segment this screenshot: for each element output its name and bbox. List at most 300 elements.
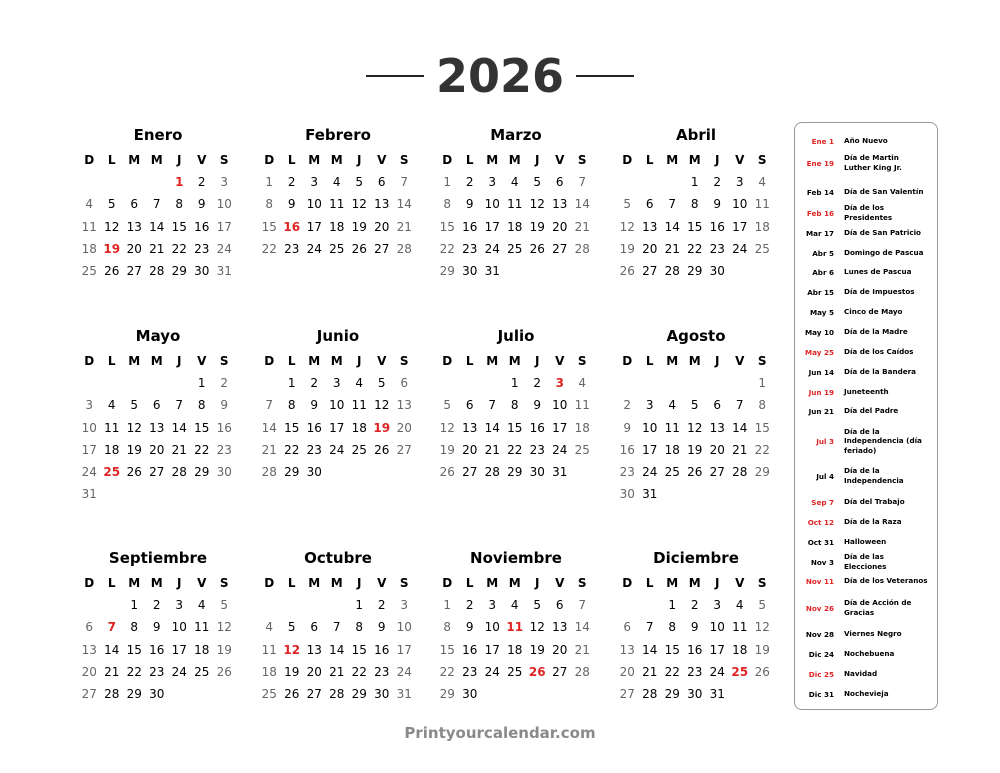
day-cell: 25 [507,241,523,256]
day-cell: 4 [578,376,587,391]
weekday-label: L [465,354,474,368]
day-cell: 5 [355,175,364,190]
day-cell: 7 [107,620,116,635]
day-cell: 28 [261,464,277,479]
day-cell: 9 [713,197,722,212]
weekday-label: M [508,576,521,590]
day-cell: 26 [216,664,232,679]
day-cell: 23 [306,442,322,457]
holiday-item [795,680,939,708]
day-cell: 8 [265,197,274,212]
holiday-date: Oct 12 [807,517,834,527]
day-cell: 15 [126,642,142,657]
month-grid [436,350,596,483]
day-cell: 2 [197,175,206,190]
day-cell: 29 [194,464,210,479]
day-cell: 5 [220,598,229,613]
day-cell: 13 [149,420,165,435]
day-cell: 26 [439,464,455,479]
empty-cell [616,594,639,616]
day-cell: 16 [687,642,703,657]
month-grid [616,149,776,282]
weekday-label: M [508,153,521,167]
weekday-label: J [357,576,362,590]
holiday-date: Abr 6 [812,267,834,277]
title-right-rule [576,75,634,77]
day-cell: 13 [462,420,478,435]
day-cell: 1 [690,175,699,190]
month-name: Octubre [304,549,372,567]
holiday-date: Nov 26 [805,603,834,613]
day-cell: 11 [664,420,680,435]
day-cell: 28 [732,464,748,479]
day-cell: 2 [465,598,474,613]
day-cell: 10 [396,620,412,635]
day-cell: 29 [439,263,455,278]
day-cell: 15 [687,219,703,234]
day-cell: 1 [265,175,274,190]
empty-cell [123,171,146,193]
weekday-label: M [508,354,521,368]
month-grid [78,572,238,705]
day-cell: 1 [443,598,452,613]
weekday-label: M [150,153,163,167]
day-cell: 5 [533,175,542,190]
empty-cell [729,372,752,394]
empty-cell [258,372,281,394]
day-cell: 14 [732,420,748,435]
day-cell: 29 [687,263,703,278]
weekday-label: J [177,576,182,590]
day-cell: 16 [709,219,725,234]
day-cell: 24 [484,241,500,256]
day-cell: 28 [396,241,412,256]
month-11 [616,548,776,705]
weekday-label: M [128,576,141,590]
weekday-label: M [666,576,679,590]
day-cell: 27 [374,241,390,256]
day-cell: 22 [687,241,703,256]
weekday-label: D [84,576,95,590]
holiday-date: Jul 3 [816,436,834,446]
weekday-label: D [442,576,453,590]
month-name: Diciembre [653,549,739,567]
day-cell: 19 [439,442,455,457]
weekday-label: D [84,153,95,167]
month-name: Agosto [666,327,726,345]
weekday-label: L [645,576,654,590]
holiday-item [795,397,939,425]
holiday-date: Nov 11 [805,576,834,586]
day-cell: 27 [126,263,142,278]
day-cell: 19 [103,241,121,256]
day-cell: 19 [284,664,300,679]
day-cell: 8 [130,620,139,635]
day-cell: 7 [668,197,677,212]
day-cell: 12 [283,642,301,657]
day-cell: 29 [507,464,523,479]
day-cell: 12 [351,197,367,212]
day-cell: 21 [149,241,165,256]
day-cell: 13 [374,197,390,212]
day-cell: 2 [377,598,386,613]
day-cell: 9 [197,197,206,212]
month-grid [78,149,238,282]
day-cell: 9 [377,620,386,635]
day-cell: 27 [709,464,725,479]
day-cell: 30 [462,263,478,278]
day-cell: 8 [287,398,296,413]
weekday-label: M [486,354,499,368]
day-cell: 29 [126,686,142,701]
day-cell: 26 [528,664,546,679]
day-cell: 2 [690,598,699,613]
day-cell: 28 [484,464,500,479]
day-cell: 4 [85,197,94,212]
holiday-name: Día de Impuestos [844,287,915,297]
day-cell: 4 [510,175,519,190]
weekday-label: D [264,576,275,590]
day-cell: 21 [664,241,680,256]
weekday-label: S [399,153,409,167]
holiday-name: Día de los Veteranos [844,576,928,586]
day-cell: 20 [396,420,412,435]
day-cell: 16 [374,642,390,657]
holiday-name: Día de la Raza [844,517,902,527]
holiday-date: Feb 16 [806,208,834,218]
day-cell: 23 [462,664,478,679]
empty-cell [101,594,124,616]
day-cell: 9 [287,197,296,212]
weekday-label: J [357,354,362,368]
day-cell: 17 [329,420,345,435]
day-cell: 24 [329,442,345,457]
day-cell: 13 [396,398,412,413]
day-cell: 24 [642,464,658,479]
day-cell: 2 [623,398,632,413]
holiday-date: May 10 [805,327,834,337]
day-cell: 4 [265,620,274,635]
day-cell: 20 [126,241,142,256]
month-grid [258,149,418,260]
month-8 [78,548,238,705]
day-cell: 3 [713,598,722,613]
day-cell: 10 [552,398,568,413]
footer-site: Printyourcalendar.com [404,724,596,742]
day-cell: 17 [709,642,725,657]
day-cell: 9 [465,620,474,635]
month-0 [78,125,238,282]
day-cell: 20 [306,664,322,679]
weekday-label: S [577,354,587,368]
day-cell: 18 [754,219,770,234]
weekday-label: L [645,153,654,167]
weekday-label: M [486,153,499,167]
month-grid [258,572,418,705]
day-cell: 16 [216,420,232,435]
empty-cell [78,372,101,394]
holiday-date: Jul 4 [816,471,834,481]
day-cell: 8 [197,398,206,413]
day-cell: 18 [329,219,345,234]
day-cell: 27 [619,686,635,701]
day-cell: 25 [81,263,97,278]
day-cell: 6 [152,398,161,413]
empty-cell [303,594,326,616]
day-cell: 3 [85,398,94,413]
day-cell: 20 [552,642,568,657]
day-cell: 8 [690,197,699,212]
day-cell: 22 [351,664,367,679]
holiday-item [795,594,939,622]
weekday-label: L [465,153,474,167]
holiday-date: Nov 3 [810,557,834,567]
day-cell: 30 [619,487,635,502]
day-cell: 1 [287,376,296,391]
day-cell: 24 [306,241,322,256]
day-cell: 3 [735,175,744,190]
weekday-label: J [357,153,362,167]
day-cell: 3 [488,175,497,190]
empty-cell [281,594,304,616]
day-cell: 14 [329,642,345,657]
day-cell: 26 [104,263,120,278]
day-cell: 11 [81,219,97,234]
weekday-label: S [219,354,229,368]
day-cell: 31 [396,686,412,701]
day-cell: 8 [758,398,767,413]
weekday-label: S [399,354,409,368]
day-cell: 23 [687,664,703,679]
month-10 [436,548,596,705]
day-cell: 31 [552,464,568,479]
month-grid [436,149,596,282]
empty-cell [436,372,459,394]
day-cell: 23 [462,241,478,256]
day-cell: 18 [664,442,680,457]
day-cell: 16 [306,420,322,435]
day-cell: 24 [396,664,412,679]
day-cell: 3 [332,376,341,391]
holiday-date: May 25 [805,347,834,357]
month-2 [436,125,596,282]
holiday-name: Viernes Negro [844,629,902,639]
weekday-label: L [107,153,116,167]
holiday-name: Día de San Patricio [844,228,921,238]
day-cell: 31 [484,263,500,278]
day-cell: 2 [152,598,161,613]
day-cell: 13 [709,420,725,435]
day-cell: 12 [126,420,142,435]
day-cell: 3 [400,598,409,613]
weekday-label: D [442,354,453,368]
day-cell: 20 [149,442,165,457]
month-4 [78,326,238,505]
holiday-name: Domingo de Pascua [844,248,924,258]
day-cell: 12 [216,620,232,635]
day-cell: 22 [194,442,210,457]
day-cell: 26 [351,241,367,256]
day-cell: 22 [171,241,187,256]
day-cell: 1 [355,598,364,613]
day-cell: 6 [645,197,654,212]
title-left-rule [366,75,424,77]
day-cell: 26 [126,464,142,479]
day-cell: 11 [506,620,524,635]
day-cell: 18 [261,664,277,679]
weekday-label: M [666,354,679,368]
empty-cell [616,372,639,394]
day-cell: 8 [668,620,677,635]
day-cell: 31 [216,263,232,278]
day-cell: 19 [529,219,545,234]
weekday-label: M [150,576,163,590]
day-cell: 22 [126,664,142,679]
day-cell: 19 [373,420,391,435]
day-cell: 25 [329,241,345,256]
month-name: Marzo [490,126,542,144]
day-cell: 22 [439,664,455,679]
empty-cell [661,372,684,394]
day-cell: 23 [709,241,725,256]
empty-cell [146,171,169,193]
day-cell: 9 [310,398,319,413]
day-cell: 7 [175,398,184,413]
day-cell: 14 [574,197,590,212]
day-cell: 29 [351,686,367,701]
day-cell: 11 [574,398,590,413]
month-name: Febrero [305,126,371,144]
weekday-label: S [219,576,229,590]
day-cell: 21 [732,442,748,457]
weekday-label: M [330,576,343,590]
day-cell: 27 [552,664,568,679]
day-cell: 10 [732,197,748,212]
day-cell: 10 [81,420,97,435]
day-cell: 16 [529,420,545,435]
day-cell: 9 [690,620,699,635]
day-cell: 6 [85,620,94,635]
day-cell: 22 [754,442,770,457]
day-cell: 8 [510,398,519,413]
day-cell: 28 [574,241,590,256]
day-cell: 24 [484,664,500,679]
day-cell: 21 [574,642,590,657]
month-7 [616,326,776,505]
day-cell: 21 [261,442,277,457]
day-cell: 17 [552,420,568,435]
day-cell: 6 [400,376,409,391]
empty-cell [661,171,684,193]
day-cell: 20 [374,219,390,234]
weekday-label: J [535,354,540,368]
day-cell: 15 [171,219,187,234]
day-cell: 25 [194,664,210,679]
day-cell: 13 [619,642,635,657]
day-cell: 17 [732,219,748,234]
day-cell: 15 [261,219,277,234]
month-grid [616,350,776,505]
day-cell: 22 [284,442,300,457]
day-cell: 10 [216,197,232,212]
holiday-name: Día de la Bandera [844,367,916,377]
weekday-label: M [688,354,701,368]
day-cell: 25 [103,464,121,479]
day-cell: 23 [529,442,545,457]
day-cell: 8 [443,620,452,635]
day-cell: 21 [104,664,120,679]
weekday-label: J [535,153,540,167]
day-cell: 26 [687,464,703,479]
day-cell: 27 [642,263,658,278]
empty-cell [706,372,729,394]
weekday-label: V [555,354,565,368]
day-cell: 2 [713,175,722,190]
day-cell: 17 [81,442,97,457]
weekday-label: V [377,576,387,590]
month-9 [258,548,418,705]
day-cell: 13 [306,642,322,657]
day-cell: 10 [484,620,500,635]
day-cell: 19 [529,642,545,657]
day-cell: 6 [130,197,139,212]
day-cell: 14 [171,420,187,435]
day-cell: 18 [351,420,367,435]
month-name: Mayo [135,327,181,345]
day-cell: 8 [443,197,452,212]
empty-cell [684,372,707,394]
day-cell: 16 [149,642,165,657]
month-name: Septiembre [108,549,208,567]
weekday-label: L [287,576,296,590]
day-cell: 13 [126,219,142,234]
day-cell: 29 [171,263,187,278]
day-cell: 8 [355,620,364,635]
day-cell: 22 [507,442,523,457]
day-cell: 27 [396,442,412,457]
day-cell: 1 [510,376,519,391]
holiday-name: Día de las Elecciones [844,552,887,571]
empty-cell [639,372,662,394]
empty-cell [78,171,101,193]
day-cell: 21 [484,442,500,457]
day-cell: 30 [216,464,232,479]
title-bar [0,48,1000,104]
holiday-date: Jun 14 [808,367,834,377]
empty-cell [616,171,639,193]
day-cell: 16 [462,219,478,234]
holiday-date: Abr 15 [807,287,834,297]
day-cell: 26 [619,263,635,278]
holiday-date: Ene 1 [811,136,834,146]
day-cell: 3 [175,598,184,613]
weekday-label: D [264,354,275,368]
day-cell: 9 [533,398,542,413]
holiday-date: Mar 17 [805,228,834,238]
month-name: Abril [675,126,717,144]
day-cell: 5 [287,620,296,635]
day-cell: 2 [220,376,229,391]
day-cell: 17 [484,642,500,657]
weekday-label: M [330,354,343,368]
empty-cell [481,372,504,394]
day-cell: 27 [552,241,568,256]
day-cell: 14 [484,420,500,435]
day-cell: 3 [645,398,654,413]
day-cell: 5 [533,598,542,613]
holiday-date: Nov 28 [805,629,834,639]
month-grid [436,572,596,705]
